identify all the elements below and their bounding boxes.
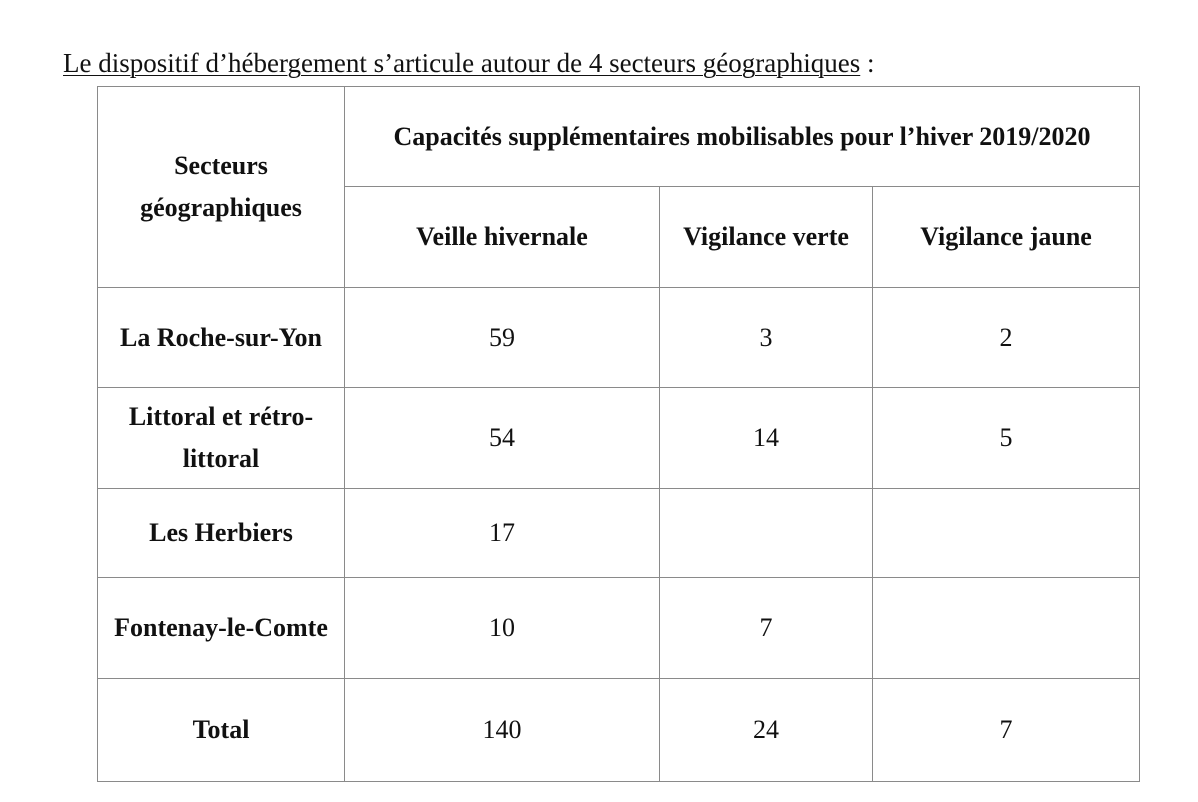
veille-total-cell: 140 <box>345 679 660 782</box>
verte-value-cell: 7 <box>660 578 873 679</box>
capacity-table <box>97 86 1140 782</box>
total-row <box>98 679 1140 782</box>
vigilance-verte-header: Vigilance verte <box>660 187 873 288</box>
sector-name-cell: Littoral et rétro-littoral <box>98 388 345 489</box>
verte-value-cell <box>660 489 873 578</box>
intro-colon: : <box>860 48 875 78</box>
jaune-value-cell: 5 <box>873 388 1140 489</box>
total-label-cell: Total <box>98 679 345 782</box>
jaune-value-cell <box>873 578 1140 679</box>
sector-name-cell: Les Herbiers <box>98 489 345 578</box>
veille-value-cell: 54 <box>345 388 660 489</box>
capacity-group-header: Capacités supplémentaires mobilisables pour l’hiver 2019/2020 <box>345 87 1140 187</box>
sector-name-cell: La Roche-sur-Yon <box>98 288 345 388</box>
header-row-group <box>98 87 1140 187</box>
table-row <box>98 578 1140 679</box>
intro-underlined-text: Le dispositif d’hébergement s’articule autour de 4 secteurs géographiques <box>63 48 861 78</box>
verte-value-cell: 14 <box>660 388 873 489</box>
veille-value-cell: 10 <box>345 578 660 679</box>
veille-value-cell: 17 <box>345 489 660 578</box>
sector-column-header: Secteurs géographiques <box>98 87 345 288</box>
verte-total-cell: 24 <box>660 679 873 782</box>
intro-paragraph <box>63 45 875 81</box>
veille-hivernale-header: Veille hivernale <box>345 187 660 288</box>
table-row <box>98 288 1140 388</box>
sector-name-cell: Fontenay-le-Comte <box>98 578 345 679</box>
jaune-value-cell <box>873 489 1140 578</box>
veille-value-cell: 59 <box>345 288 660 388</box>
table-row <box>98 489 1140 578</box>
verte-value-cell: 3 <box>660 288 873 388</box>
jaune-value-cell: 2 <box>873 288 1140 388</box>
vigilance-jaune-header: Vigilance jaune <box>873 187 1140 288</box>
jaune-total-cell: 7 <box>873 679 1140 782</box>
table-row <box>98 388 1140 489</box>
